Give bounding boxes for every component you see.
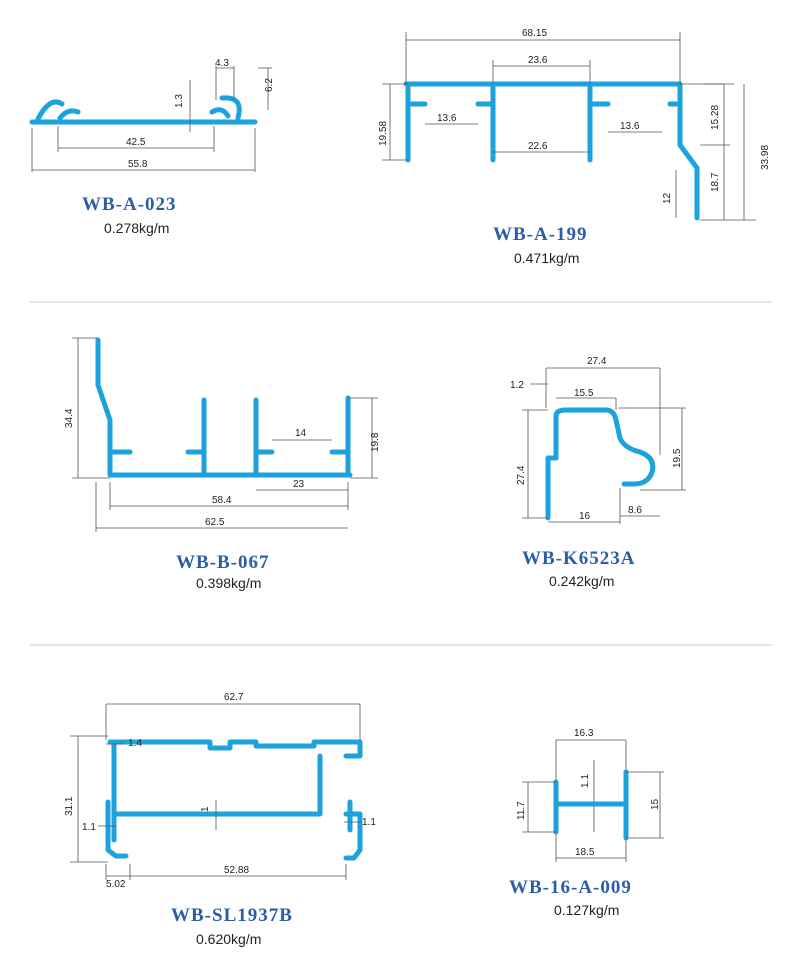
profile-wb-a-023 [32,58,275,236]
profile-shape [32,98,255,122]
dim-label: 8.6 [628,505,642,516]
profile-shape [98,340,350,475]
dim-label: 11.7 [516,801,527,820]
dim-label: 14 [295,428,307,439]
profile-shape [548,410,653,518]
dim-label: 16 [579,511,591,522]
dim-label: 55.8 [128,159,148,170]
dim-label: 68.15 [522,28,548,39]
dim-label: 42.5 [126,137,146,148]
dim-label: 27.4 [516,465,527,485]
dim-label: 27.4 [587,356,607,367]
profile-weight: 0.398kg/m [196,575,262,591]
dim-label: 18.5 [575,847,595,858]
dim-label: 34.4 [64,408,75,428]
profile-weight: 0.127kg/m [554,902,620,918]
dim-label: 1.2 [510,380,524,391]
dim-label: 23.6 [528,55,548,66]
profile-wb-sl1937b [64,692,376,947]
dim-label: 19.5 [672,448,683,468]
profile-code: WB-B-067 [176,552,270,573]
dim-label: 1.4 [128,738,142,749]
profile-wb-16-a-009 [509,728,664,918]
dim-label: 15.28 [710,104,721,130]
dim-label: 6.2 [264,78,275,92]
profile-code: WB-A-023 [82,194,177,215]
dim-label: 4.3 [215,58,229,69]
dim-label: 23 [293,479,305,490]
dim-label: 15.5 [574,388,594,399]
dim-label: 1.1 [362,817,376,828]
dim-label: 18.7 [710,172,721,192]
dim-label: 13.6 [437,113,457,124]
dim-label: 62.5 [205,517,225,528]
dim-label: 19.58 [378,120,389,146]
dim-label: 1.3 [174,94,185,108]
profile-code: WB-SL1937B [171,905,293,926]
dim-label: 15 [650,798,661,810]
dim-label: 62.7 [224,692,244,703]
dim-label: 1.1 [82,822,96,833]
profile-weight: 0.278kg/m [104,220,170,236]
dim-label: 58.4 [212,495,232,506]
profile-code: WB-16-A-009 [509,877,632,898]
dim-label: 31.1 [64,796,75,816]
dim-label: 13.6 [620,121,640,132]
dim-label: 16.3 [574,728,594,739]
profile-wb-b-067 [64,338,381,591]
profile-shape [108,742,360,858]
profile-weight: 0.242kg/m [549,573,615,589]
dim-label: 1.1 [580,774,591,788]
dim-label: 12 [662,192,673,204]
profile-weight: 0.620kg/m [196,931,262,947]
dim-label: 52.88 [224,865,250,876]
dim-label: 5.02 [106,879,126,890]
profile-wb-a-199 [378,28,771,266]
profile-code: WB-K6523A [522,548,636,569]
profile-shape [406,84,697,218]
profile-code: WB-A-199 [493,224,588,245]
dim-label: 1 [200,806,211,812]
dim-label: 22.6 [528,141,548,152]
profile-shape [556,772,626,838]
profile-wb-k6523a [510,356,686,589]
profile-weight: 0.471kg/m [514,250,580,266]
dim-label: 19.8 [370,432,381,452]
dim-label: 33.98 [760,144,771,170]
